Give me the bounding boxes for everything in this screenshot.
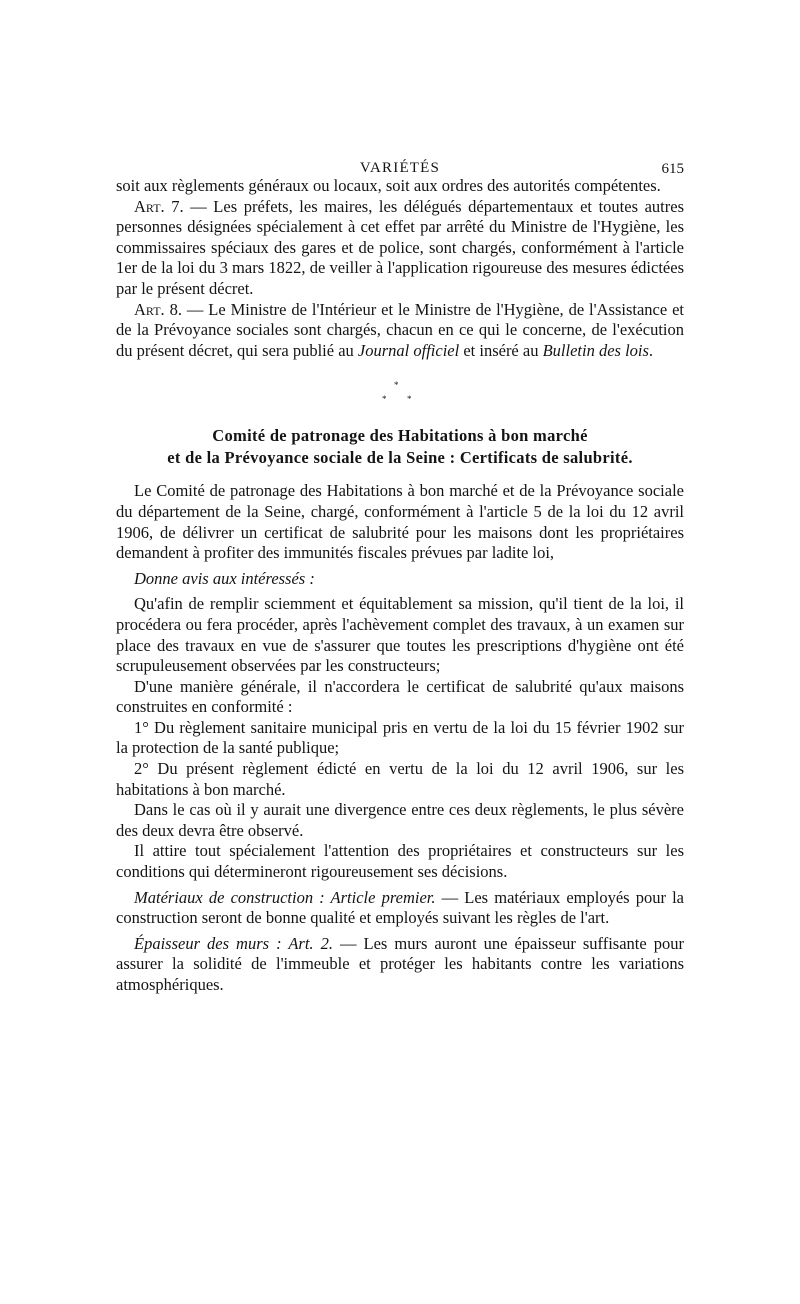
article-8-end: . <box>648 340 654 360</box>
paragraph-attention <box>116 841 684 882</box>
materials-heading: Matériaux de construction : Article premier. <box>134 887 436 907</box>
committee-intro-text: Le Comité de patronage des Habitations à bon marché et de la Prévoyance sociale du département de la Seine, chargé, conformément à l'article 5 de la loi du 12 avril 1906, de délivrer un certificat de salubrité pour les maisons dont les propriétaires demandent à profiter des immunités fiscales prévues par ladite loi, <box>116 481 684 563</box>
page-header <box>116 150 684 176</box>
paragraph-item-2-text: 2° Du présent règlement édicté en vertu de la loi du 12 avril 1906, sur les habitations à bon marché. <box>116 759 684 799</box>
article-8-text-a: 8. — Le Ministre de l'Intérieur et le Ministre de l'Hygiène, de l'Assistance et de la Prévoyance sociales sont chargés, chacun en ce qui le concerne, de l'exécution du présent décret, qui sera publié au <box>116 299 684 360</box>
paragraph-walls <box>116 934 684 996</box>
paragraph-general-text: D'une manière générale, il n'accordera le certificat de salubrité qu'aux maisons construites en conformité : <box>116 676 684 717</box>
committee-intro <box>116 481 684 563</box>
notice-line <box>116 569 684 590</box>
paragraph-divergence <box>116 800 684 841</box>
running-title: VARIÉTÉS <box>359 160 441 176</box>
paragraph-general <box>116 677 684 718</box>
paragraph-attention-text: Il attire tout spécialement l'attention des propriétaires et constructeurs sur les conditions qui détermineront rigoureusement ses décisions. <box>116 841 684 882</box>
asterism-star: * <box>407 394 412 405</box>
article-7-text: 7. — Les préfets, les maires, les délégués départementaux et toutes autres personnes désignées spécialement à cet effet par arrêté du Ministre de l'Hygiène, les commissaires spéciaux des gares et de police, sont chargés, conformément à l'article 1er de la loi du 3 mars 1822, de veiller à l'application rigoureuse des mesures édictées par le présent décret. <box>116 196 684 298</box>
page-content <box>116 150 684 996</box>
section-title-line-2: et de la Prévoyance sociale de la Seine : Certificats de salubrité. <box>167 448 633 468</box>
article-8-label: Art. <box>134 299 165 319</box>
paragraph-item-1-text: 1° Du règlement sanitaire municipal pris en vertu de la loi du 15 février 1902 sur la protection de la santé publique; <box>116 717 684 758</box>
article-7-label: Art. <box>134 196 165 216</box>
section-title-line-1: Comité de patronage des Habitations à bon marché <box>212 426 588 446</box>
decree-continuation <box>116 176 684 197</box>
paragraph-materials <box>116 888 684 929</box>
paragraph-mission <box>116 594 684 676</box>
walls-text: — Les murs auront une épaisseur suffisante pour assurer la solidité de l'immeuble et protéger les habitants contre les variations atmosphériques. <box>116 933 684 994</box>
journal-officiel: Journal officiel <box>357 340 460 360</box>
page-number: 615 <box>661 161 684 177</box>
decree-continuation-text: soit aux règlements généraux ou locaux, soit aux ordres des autorités compétentes. <box>116 176 661 195</box>
paragraph-mission-text: Qu'afin de remplir sciemment et équitablement sa mission, qu'il tient de la loi, il procédera ou fera procéder, après l'achèvement complet des travaux, à un examen sur place des travaux en vue de s'assurer que toutes les prescriptions d'hygiène ont été scrupuleusement observées par les constructeurs; <box>116 594 684 676</box>
asterism-star: * <box>394 380 399 391</box>
section-title <box>116 425 684 469</box>
notice-text: Donne avis aux intéressés : <box>134 568 315 588</box>
bulletin-des-lois: Bulletin des lois <box>542 340 649 360</box>
paragraph-item-2 <box>116 759 684 800</box>
paragraph-divergence-text: Dans le cas où il y aurait une divergence entre ces deux règlements, le plus sévère des deux devra être observé. <box>116 800 684 840</box>
article-8-text-b: et inséré au <box>459 340 543 360</box>
asterism-separator <box>116 375 684 415</box>
materials-text: — Les matériaux employés pour la construction seront de bonne qualité et employés suivant les règles de l'art. <box>116 887 684 928</box>
asterism-star: * <box>382 394 387 405</box>
paragraph-item-1 <box>116 718 684 759</box>
article-8 <box>116 300 684 362</box>
article-7 <box>116 197 684 300</box>
walls-heading: Épaisseur des murs : Art. 2. <box>134 933 333 953</box>
